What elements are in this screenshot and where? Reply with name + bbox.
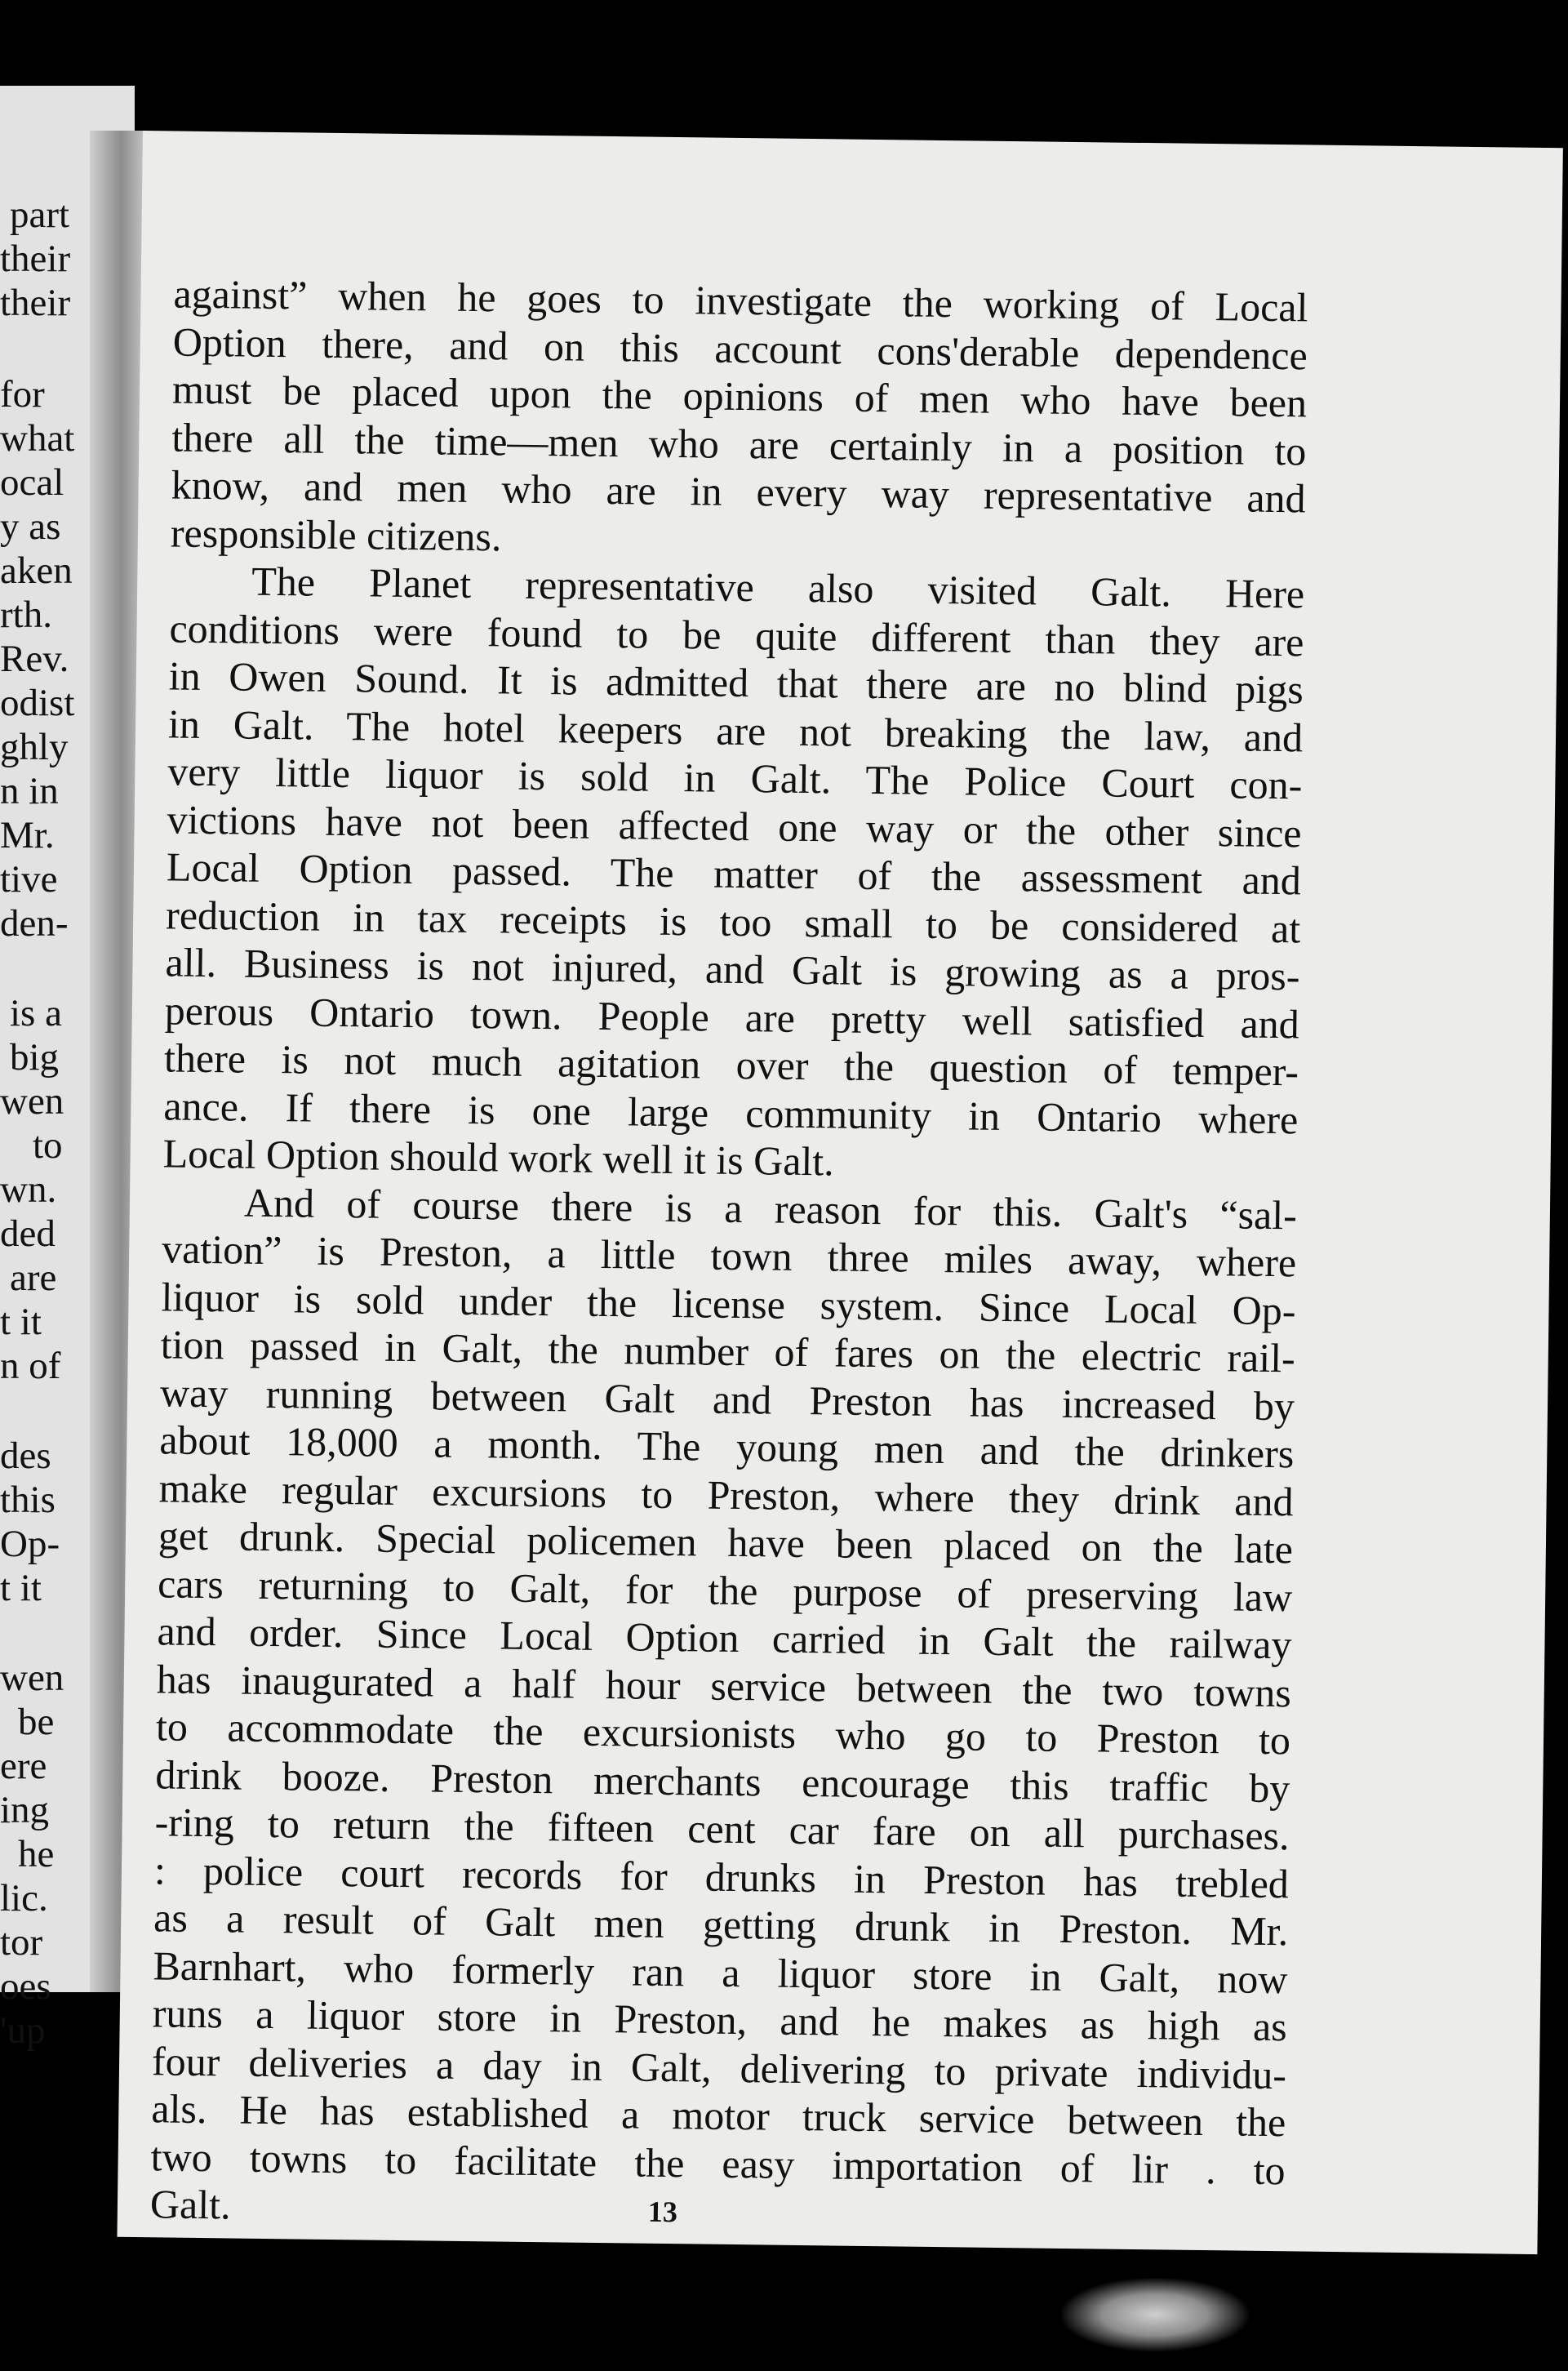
previous-page-line: t it [0,1301,42,1343]
book-page [117,131,1562,2254]
paragraph [171,269,1308,570]
previous-page-line: lic. [0,1877,48,1919]
previous-page-line: he [18,1833,55,1875]
text-line: ance. If there is one large community in Ontario where [163,1082,1299,1142]
previous-page-line: what [0,417,75,460]
text-line: in Galt. The hotel keepers are not breaking the law, and [167,700,1304,760]
previous-page-line: den- [0,902,69,945]
previous-page-line: t it [0,1567,42,1609]
text-line: there is not much agitation over the question of temper- [163,1034,1299,1095]
previous-page-line: this [0,1479,56,1521]
previous-page-line: their [0,238,71,280]
text-line: very little liquor is sold in Galt. The Police Court con- [167,748,1303,808]
previous-page-line: n of [0,1345,61,1387]
text-line: all. Business is not injured, and Galt is growing as a pros- [165,939,1300,999]
text-line: four deliveries a day in Galt, delivering to private individu- [151,2037,1287,2097]
page-body-text [150,269,1308,2241]
previous-page-line: oes [0,1965,51,2008]
text-line: and order. Since Local Option carried in Galt the railway [157,1608,1292,1668]
text-line: liquor is sold under the license system. Since Local Op- [161,1273,1296,1333]
previous-page-line: are [10,1257,57,1299]
previous-page-line: for [0,373,45,416]
text-line: about 18,000 a month. The young men and the drinkers [159,1417,1295,1477]
text-line: there all the time—men who are certainly in a position to [171,413,1307,474]
text-line: Local Option should work well it is Galt. [162,1130,835,1185]
text-line: must be placed upon the opinions of men who have been [171,366,1308,426]
previous-page-line: 'up [0,2009,46,2052]
text-line: get drunk. Special policemen have been placed on the late [158,1512,1294,1573]
previous-page-line: ere [0,1745,47,1787]
paragraph [150,1177,1298,2242]
paragraph [162,556,1304,1190]
previous-page-line: wn. [0,1168,57,1211]
text-line: in Owen Sound. It is admitted that there are no blind pigs [168,652,1304,713]
text-line: know, and men who are in every way representative and [171,461,1306,522]
text-line: against” when he goes to investigate the working of Local [173,270,1308,331]
text-line: : police court records for drunks in Preston has trebled [153,1846,1290,1906]
previous-page-line: odist [0,682,75,724]
text-line: Local Option passed. The matter of the assessment and [166,843,1302,904]
text-line: two towns to facilitate the easy importation of lir . to [150,2133,1286,2193]
previous-page-line: part [10,194,70,236]
text-line: Galt. [149,2181,231,2228]
previous-page-line: be [18,1701,55,1743]
text-line: drink booze. Preston merchants encourage this traffic by [155,1750,1290,1811]
text-line: has inaugurated a half hour service between the two towns [156,1655,1292,1715]
previous-page-line: wen [0,1080,64,1123]
text-line: Barnhart, who formerly ran a liquor store in Galt, now [153,1942,1288,2002]
previous-page-line: tive [0,858,58,901]
previous-page-line: ocal [0,461,64,504]
text-line: make regular excursions to Preston, where they drink and [158,1464,1294,1524]
text-line: vation” is Preston, a little town three miles away, where [161,1226,1297,1286]
previous-page-line: is a [10,992,62,1034]
previous-page-line: aken [0,549,73,592]
previous-page-line: wen [0,1657,64,1699]
previous-page-line: rth. [0,594,52,636]
previous-page-line: des [0,1435,51,1477]
text-line: as a result of Galt men getting drunk in Preston. Mr. [153,1894,1289,1955]
previous-page-line: to [33,1124,63,1167]
previous-page-line: y as [0,505,61,548]
previous-page-line: tor [0,1921,43,1964]
text-line: victions have not been affected one way or the other since [167,795,1302,856]
previous-page-line: ded [0,1212,56,1255]
text-line: Option there, and on this account cons'derable dependence [172,318,1308,378]
text-line: responsible citizens. [170,509,502,559]
previous-page-line: Op- [0,1523,60,1565]
text-line: The Planet representative also visited Galt. Here [251,558,1305,617]
previous-page-line: Rev. [0,638,69,680]
text-line: runs a liquor store in Preston, and he makes as high as [152,1990,1288,2050]
previous-page-line: ing [0,1789,50,1831]
page-number: 13 [647,2195,678,2229]
text-line: perous Ontario town. People are pretty well satisfied and [164,986,1300,1047]
previous-page-line: ghly [0,726,69,768]
text-line: way running between Galt and Preston has increased by [159,1368,1295,1429]
text-line: cars returning to Galt, for the purpose of preserving law [157,1559,1293,1620]
previous-page-line: big [10,1036,60,1079]
text-line: And of course there is a reason for this. Galt's “sal- [243,1179,1298,1238]
previous-page-line: their [0,282,71,324]
previous-page-line: n in [0,770,59,812]
text-line: to accommodate the excursionists who go to Preston to [155,1703,1291,1764]
scan-artifact [1061,2278,1249,2351]
text-line: reduction in tax receipts is too small to be considered at [165,891,1301,951]
text-line: tion passed in Galt, the number of fares on the electric rail- [160,1321,1296,1381]
text-line: conditions were found to be quite different than they are [169,604,1304,665]
text-line: -ring to return the fifteen cent car fare on all purchases. [154,1799,1290,1859]
text-line: als. He has established a motor truck service between the [151,2085,1286,2146]
previous-page-line: Mr. [0,814,55,856]
